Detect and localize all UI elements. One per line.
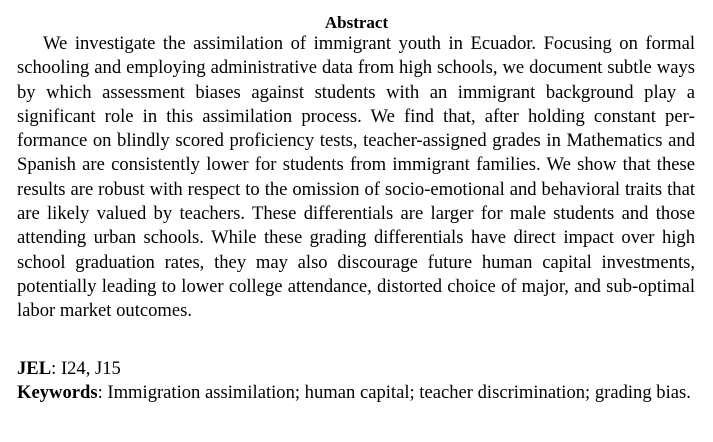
- keywords-text: Immigration assimilation; human capital; teacher discrimination; grading bias.: [107, 382, 691, 403]
- jel-label: JEL: [17, 358, 52, 379]
- abstract-heading: Abstract: [324, 13, 389, 32]
- keywords-line: Keywords: Immigration assimilation; human capital; teacher discrimination; grading bias.: [17, 382, 691, 403]
- jel-line: JEL: I24, J15: [17, 358, 121, 379]
- keywords-label: Keywords: [17, 382, 98, 403]
- jel-codes: I24, J15: [60, 358, 121, 379]
- abstract-body: We investigate the assimilation of immigrant youth in Ecuador. Focusing on formal schooling and employing administrative data from high schools, we document subtle ways by which assessment biases against students with an immigrant background play a significant role in this assimilation process. We find that, after holding constant performance on blindly scored proficiency tests, teacher-assigned grades in Mathematics and Spanish are consistently lower for students from immigrant families. We show that these results are robust with respect to the omission of socio-emotional and behavioral traits that are likely valued by teachers. These differentials are larger for male students and those attending urban schools. While these grading differentials have direct impact over high school graduation rates, they may also discourage future human capital investments, potentially leading to lower college attendance, distorted choice of major, and sub-optimal labor market outcomes.: [17, 33, 695, 322]
